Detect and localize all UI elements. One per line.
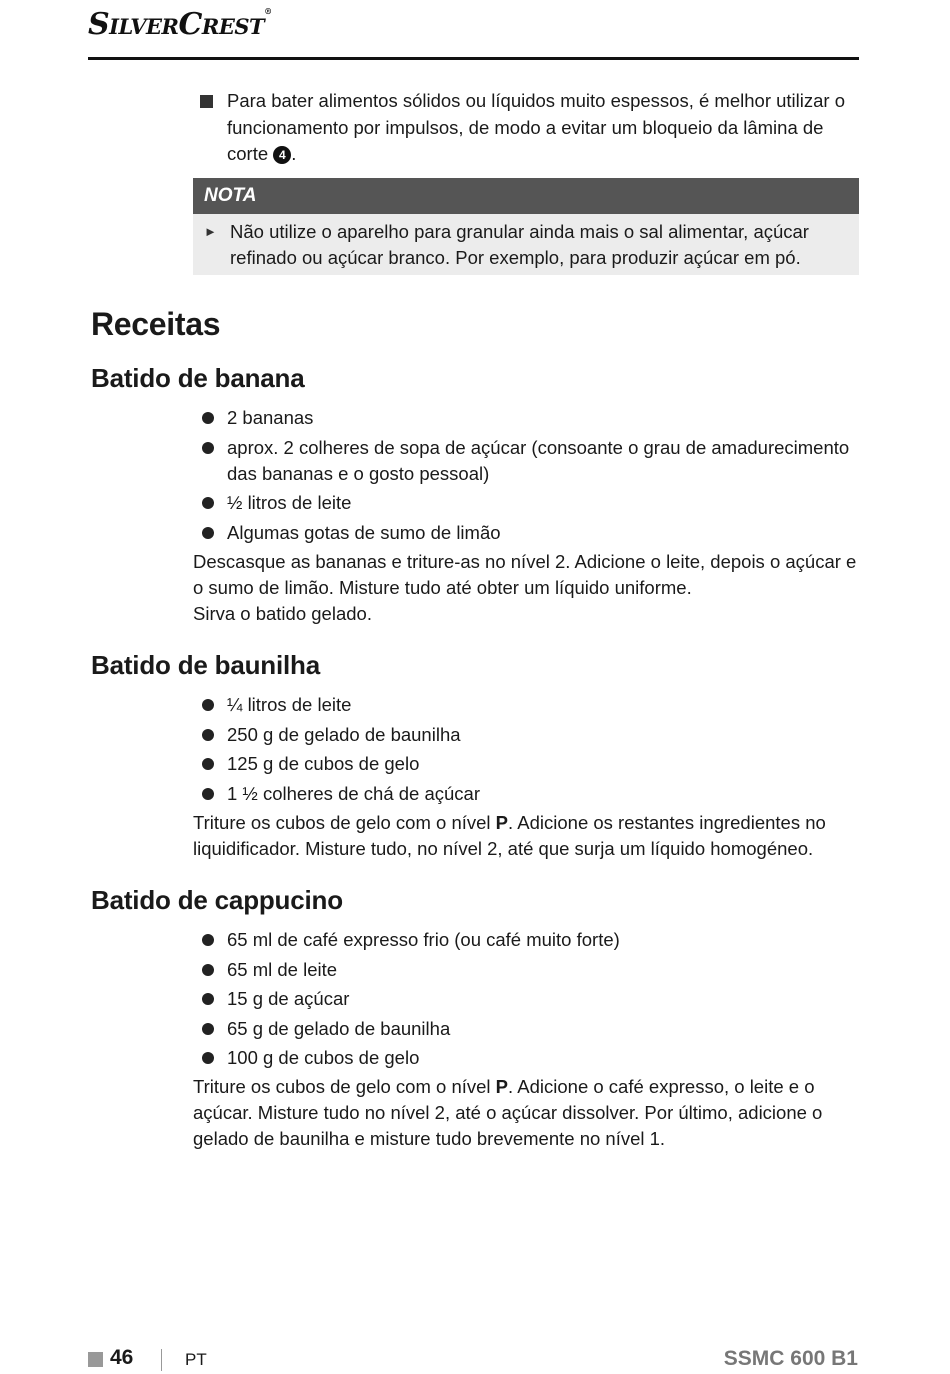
list-item	[193, 405, 863, 431]
note-text: Não utilize o aparelho para granular ainda mais o sal alimentar, açúcar refinado ou açúcar branco. Por exemplo, para produzir açúcar em pó.	[230, 221, 809, 268]
ingredient-text: 2 bananas	[227, 407, 314, 428]
ingredient-text: 250 g de gelado de baunilha	[227, 723, 461, 745]
ingredient-list	[193, 405, 863, 549]
footer-square-icon	[88, 1352, 103, 1367]
section-title: Receitas	[91, 306, 221, 342]
level-label: P	[495, 812, 509, 833]
list-item	[193, 927, 863, 953]
footer-divider	[161, 1349, 162, 1371]
bullet-icon	[202, 1052, 214, 1064]
ingredient-text: ¼ litros de leite	[227, 694, 352, 715]
list-item	[193, 722, 863, 748]
bullet-icon	[202, 412, 214, 424]
bullet-icon	[202, 699, 214, 711]
recipe-title: Batido de baunilha	[91, 650, 320, 680]
level-label: P	[495, 1076, 509, 1097]
ingredient-text: 65 ml de café expresso frio (ou café muito forte)	[227, 929, 620, 950]
ingredient-text: 125 g de cubos de gelo	[227, 753, 420, 774]
recipe-method	[193, 1074, 859, 1152]
list-item	[193, 692, 863, 718]
ingredient-text: Algumas gotas de sumo de limão	[227, 521, 501, 543]
bullet-icon	[202, 993, 214, 1005]
bullet-icon	[202, 758, 214, 770]
method-text-start: Triture os cubos de gelo com o nível	[193, 1076, 496, 1097]
model-number: SSMC 600 B1	[723, 1347, 858, 1370]
list-item	[193, 986, 863, 1012]
list-item	[193, 957, 863, 983]
bullet-icon	[202, 964, 214, 976]
bullet-icon	[202, 788, 214, 800]
list-item	[193, 1016, 863, 1042]
bullet-icon	[202, 1023, 214, 1035]
method-text-end: . Adicione os restantes ingredientes no liquidificador. Misture tudo, no nível 2, até que surja um líquido homogéneo.	[193, 812, 826, 859]
ingredient-text: ½ litros de leite	[227, 492, 352, 513]
note-box	[193, 178, 859, 275]
recipe-method	[193, 810, 859, 862]
brand-logo	[88, 6, 272, 42]
ingredient-list	[193, 927, 863, 1075]
ingredient-text: aprox. 2 colheres de sopa de açúcar (consoante o grau de amadurecimento das bananas e o gosto pessoal)	[227, 436, 850, 484]
note-title: NOTA	[193, 178, 859, 214]
page-number: 46	[110, 1346, 134, 1369]
language-code: PT	[185, 1350, 207, 1369]
recipe-method	[193, 549, 859, 627]
method-text	[193, 1074, 859, 1152]
bullet-icon	[202, 934, 214, 946]
list-item	[193, 781, 863, 807]
part-number-badge: 4	[273, 146, 291, 164]
method-text-end: . Adicione o café expresso, o leite e o açúcar. Misture tudo no nível 2, até o açúcar dissolver. Por último, adicione o gelado de baunilha e misture tudo brevemente no nível 1.	[193, 1076, 823, 1149]
list-item	[193, 520, 863, 546]
ingredient-text: 65 ml de leite	[227, 958, 338, 980]
bullet-icon	[202, 497, 214, 509]
ingredient-text: 100 g de cubos de gelo	[227, 1047, 420, 1068]
method-text: Descasque as bananas e triture-as no nível 2. Adicione o leite, depois o açúcar e o sumo de limão. Misture tudo até obter um líquido uniforme.	[193, 551, 857, 598]
recipe-title: Batido de banana	[91, 363, 305, 393]
bullet-icon	[202, 729, 214, 741]
ingredient-text: 15 g de açúcar	[227, 988, 350, 1009]
bullet-icon	[202, 527, 214, 539]
method-text	[193, 810, 859, 862]
intro-text-end: .	[291, 143, 297, 164]
arrow-right-icon: ►	[204, 224, 217, 239]
recipe-title: Batido de cappucino	[91, 885, 343, 915]
header-rule	[88, 57, 859, 60]
list-item	[193, 751, 863, 777]
intro-text: Para bater alimentos sólidos ou líquidos muito espessos, é melhor utilizar o funcionamento por impulsos, de modo a evitar um bloqueio da lâmina de corte	[227, 90, 846, 164]
intro-paragraph	[227, 88, 862, 168]
ingredient-list	[193, 692, 863, 810]
list-item	[193, 490, 863, 516]
method-text: Sirva o batido gelado.	[193, 603, 372, 624]
brand-name: SilverCrest	[88, 7, 265, 42]
square-bullet-icon	[200, 95, 213, 108]
list-item	[193, 1045, 863, 1071]
ingredient-text: 1 ½ colheres de chá de açúcar	[227, 782, 480, 804]
registered-mark: ®	[264, 6, 272, 16]
ingredient-text: 65 g de gelado de baunilha	[227, 1017, 451, 1039]
list-item	[193, 435, 863, 487]
bullet-icon	[202, 442, 214, 454]
method-text-start: Triture os cubos de gelo com o nível	[193, 812, 496, 833]
